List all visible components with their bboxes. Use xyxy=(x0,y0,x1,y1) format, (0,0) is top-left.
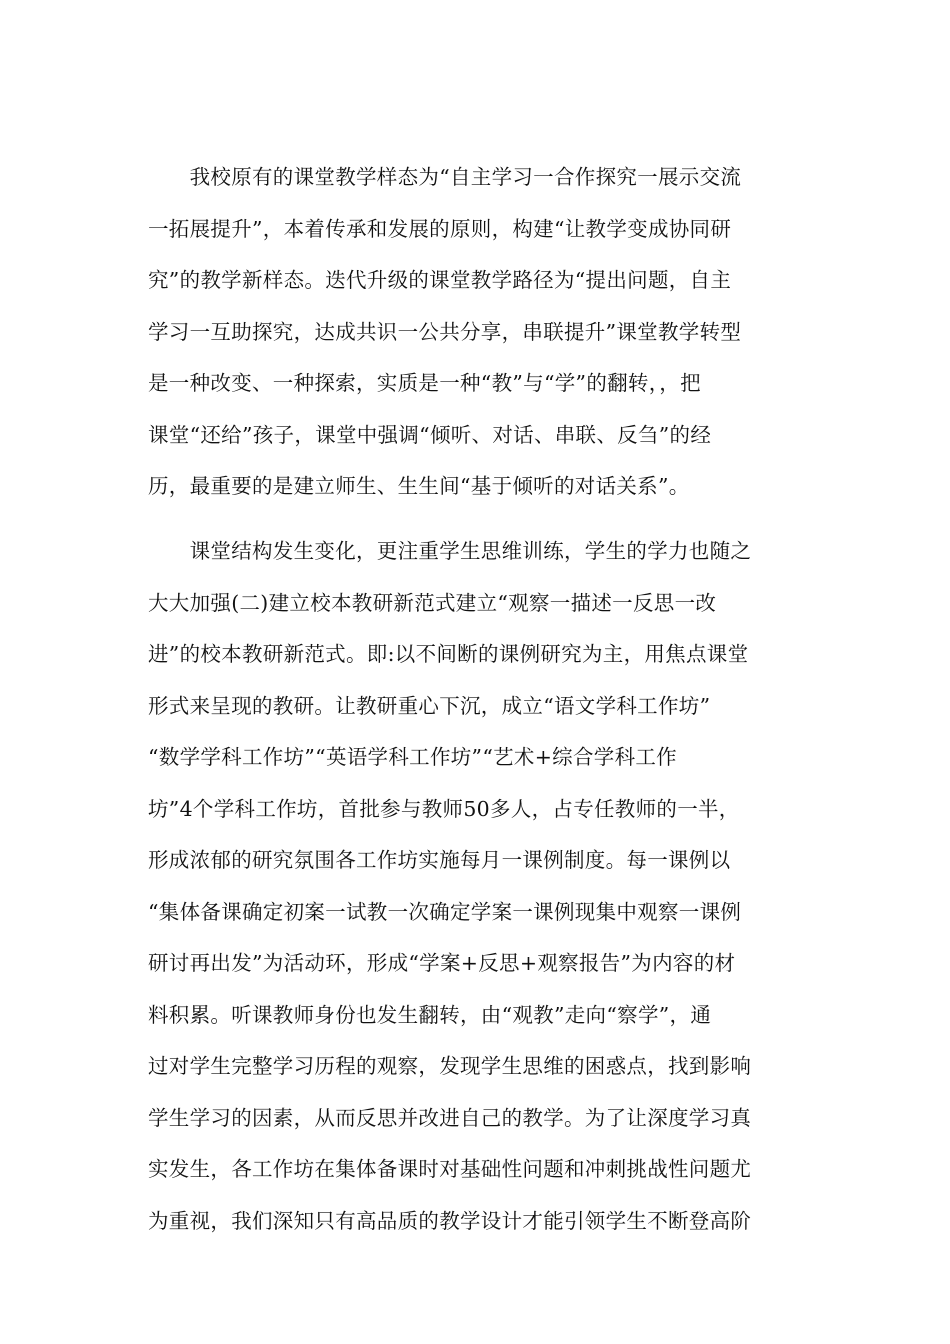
text-line: “数学学科工作坊”“英语学科工作坊”“艺术+综合学科工作 xyxy=(148,745,677,769)
text-line: 坊”4个学科工作坊，首批参与教师50多人，占专任教师的一半， xyxy=(148,796,740,821)
text-line: 过对学生完整学习历程的观察，发现学生思维的困惑点，找到影响 xyxy=(148,1054,752,1078)
text-line: 大大加强(二)建立校本教研新范式建立“观察一描述一反思一改 xyxy=(148,590,717,615)
text-line: 是一种改变、一种探索，实质是一种“教”与“学”的翻转，，把 xyxy=(148,371,701,395)
text-line: 形成浓郁的研究氛围各工作坊实施每月一课例制度。每一课例以 xyxy=(148,848,731,872)
text-line: 进”的校本教研新范式。即:以不间断的课例研究为主，用焦点课堂 xyxy=(148,642,749,666)
text-line: 我校原有的课堂教学样态为“自主学习一合作探究一展示交流 xyxy=(148,165,742,189)
text-line: 一拓展提升”，本着传承和发展的原则，构建“让教学变成协同研 xyxy=(148,216,732,241)
text-line: 课堂“还给”孩子，课堂中强调“倾听、对话、串联、反刍”的经 xyxy=(148,422,712,447)
text-line: “集体备课确定初案一试教一次确定学案一课例现集中观察一课例 xyxy=(148,899,742,924)
paragraph-teaching-research xyxy=(148,531,808,1252)
text-line: 形式来呈现的教研。让教研重心下沉，成立“语文学科工作坊” xyxy=(148,693,711,718)
text-line: 学生学习的因素，从而反思并改进自己的教学。为了让深度学习真 xyxy=(148,1105,752,1130)
text-line: 究”的教学新样态。迭代升级的课堂教学路径为“提出问题，自主 xyxy=(148,268,732,292)
text-line: 学习一互助探究，达成共识一公共分享，串联提升”课堂教学转型 xyxy=(148,319,742,344)
text-line: 料积累。听课教师身份也发生翻转，由“观教”走向“察学”，通 xyxy=(148,1002,712,1027)
text-line: 研讨再出发”为活动环，形成“学案+反思+观察报告”为内容的材 xyxy=(148,951,736,975)
text-line: 课堂结构发生变化，更注重学生思维训练，学生的学力也随之 xyxy=(148,539,752,563)
text-line: 实发生，各工作坊在集体备课时对基础性问题和冲刺挑战性问题尤 xyxy=(148,1157,752,1181)
text-line: 历，最重要的是建立师生、生生间“基于倾听的对话关系”。 xyxy=(148,474,690,498)
text-line: 为重视，我们深知只有高品质的教学设计才能引领学生不断登高阶 xyxy=(148,1208,752,1233)
paragraph-classroom-teaching xyxy=(148,157,808,518)
